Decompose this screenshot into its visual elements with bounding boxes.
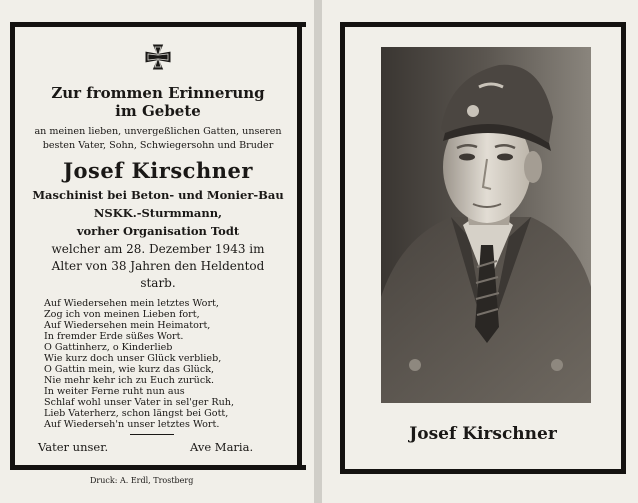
poem-line: Zog ich von meinen Lieben fort, xyxy=(44,309,200,320)
poem-line: O Gattinherz, o Kinderlieb xyxy=(44,342,173,353)
intro-line-2: besten Vater, Sohn, Schwiegersohn und Bruder xyxy=(42,140,274,151)
deceased-name: Josef Kirschner xyxy=(63,158,253,183)
portrait-photo xyxy=(381,47,591,403)
unit-line: vorher Organisation Todt xyxy=(76,224,240,238)
death-line-3: starb. xyxy=(140,276,176,290)
right-frame-right xyxy=(621,22,626,474)
prayer-right: Ave Maria. xyxy=(190,440,254,454)
right-frame-bottom xyxy=(340,469,626,474)
intro-line-1: an meinen lieben, unvergeßlichen Gatten, unseren xyxy=(34,126,282,137)
poem-line: In weiter Ferne ruht nun aus xyxy=(44,386,185,397)
poem-line: Auf Wiedersehen mein letztes Wort, xyxy=(44,298,219,309)
poem-line: Wie kurz doch unser Glück verblieb, xyxy=(44,353,222,364)
death-line-2: Alter von 38 Jahren den Heldentod xyxy=(51,259,265,273)
poem-divider xyxy=(130,434,174,435)
left-frame-top xyxy=(10,22,306,27)
poem-line: Lieb Vaterherz, schon längst bei Gott, xyxy=(44,408,229,419)
poem-line: In fremder Erde süßes Wort. xyxy=(44,331,184,342)
memorial-poem xyxy=(44,298,274,430)
death-line-1: welcher am 28. Dezember 1943 im xyxy=(51,242,265,256)
occupation-line: Maschinist bei Beton- und Monier-Bau xyxy=(32,188,284,202)
left-frame-right xyxy=(297,22,302,470)
left-frame-bottom xyxy=(10,465,306,470)
heading-line-1: Zur frommen Erinnerung xyxy=(51,84,265,102)
portrait-caption: Josef Kirschner xyxy=(409,424,557,444)
prayer-left: Vater unser. xyxy=(38,440,109,454)
heading-line-2: im Gebete xyxy=(115,102,201,120)
poem-line: Auf Wiedersehen mein Heimatort, xyxy=(44,320,211,331)
rank-line: NSKK.-Sturmmann, xyxy=(93,206,223,220)
portrait-illustration xyxy=(381,47,591,403)
card-gutter xyxy=(314,0,322,503)
poem-line: Schlaf wohl unser Vater in sel'ger Ruh, xyxy=(44,397,235,408)
poem-line: Nie mehr kehr ich zu Euch zurück. xyxy=(44,375,215,386)
poem-line: O Gattin mein, wie kurz das Glück, xyxy=(44,364,215,375)
left-frame-left xyxy=(10,22,15,470)
iron-cross-icon xyxy=(143,42,173,72)
printer-imprint: Druck: A. Erdl, Trostberg xyxy=(90,476,194,485)
right-frame-top xyxy=(340,22,626,27)
right-frame-left xyxy=(340,22,345,474)
poem-line: Auf Wiederseh'n unser letztes Wort. xyxy=(44,419,220,430)
